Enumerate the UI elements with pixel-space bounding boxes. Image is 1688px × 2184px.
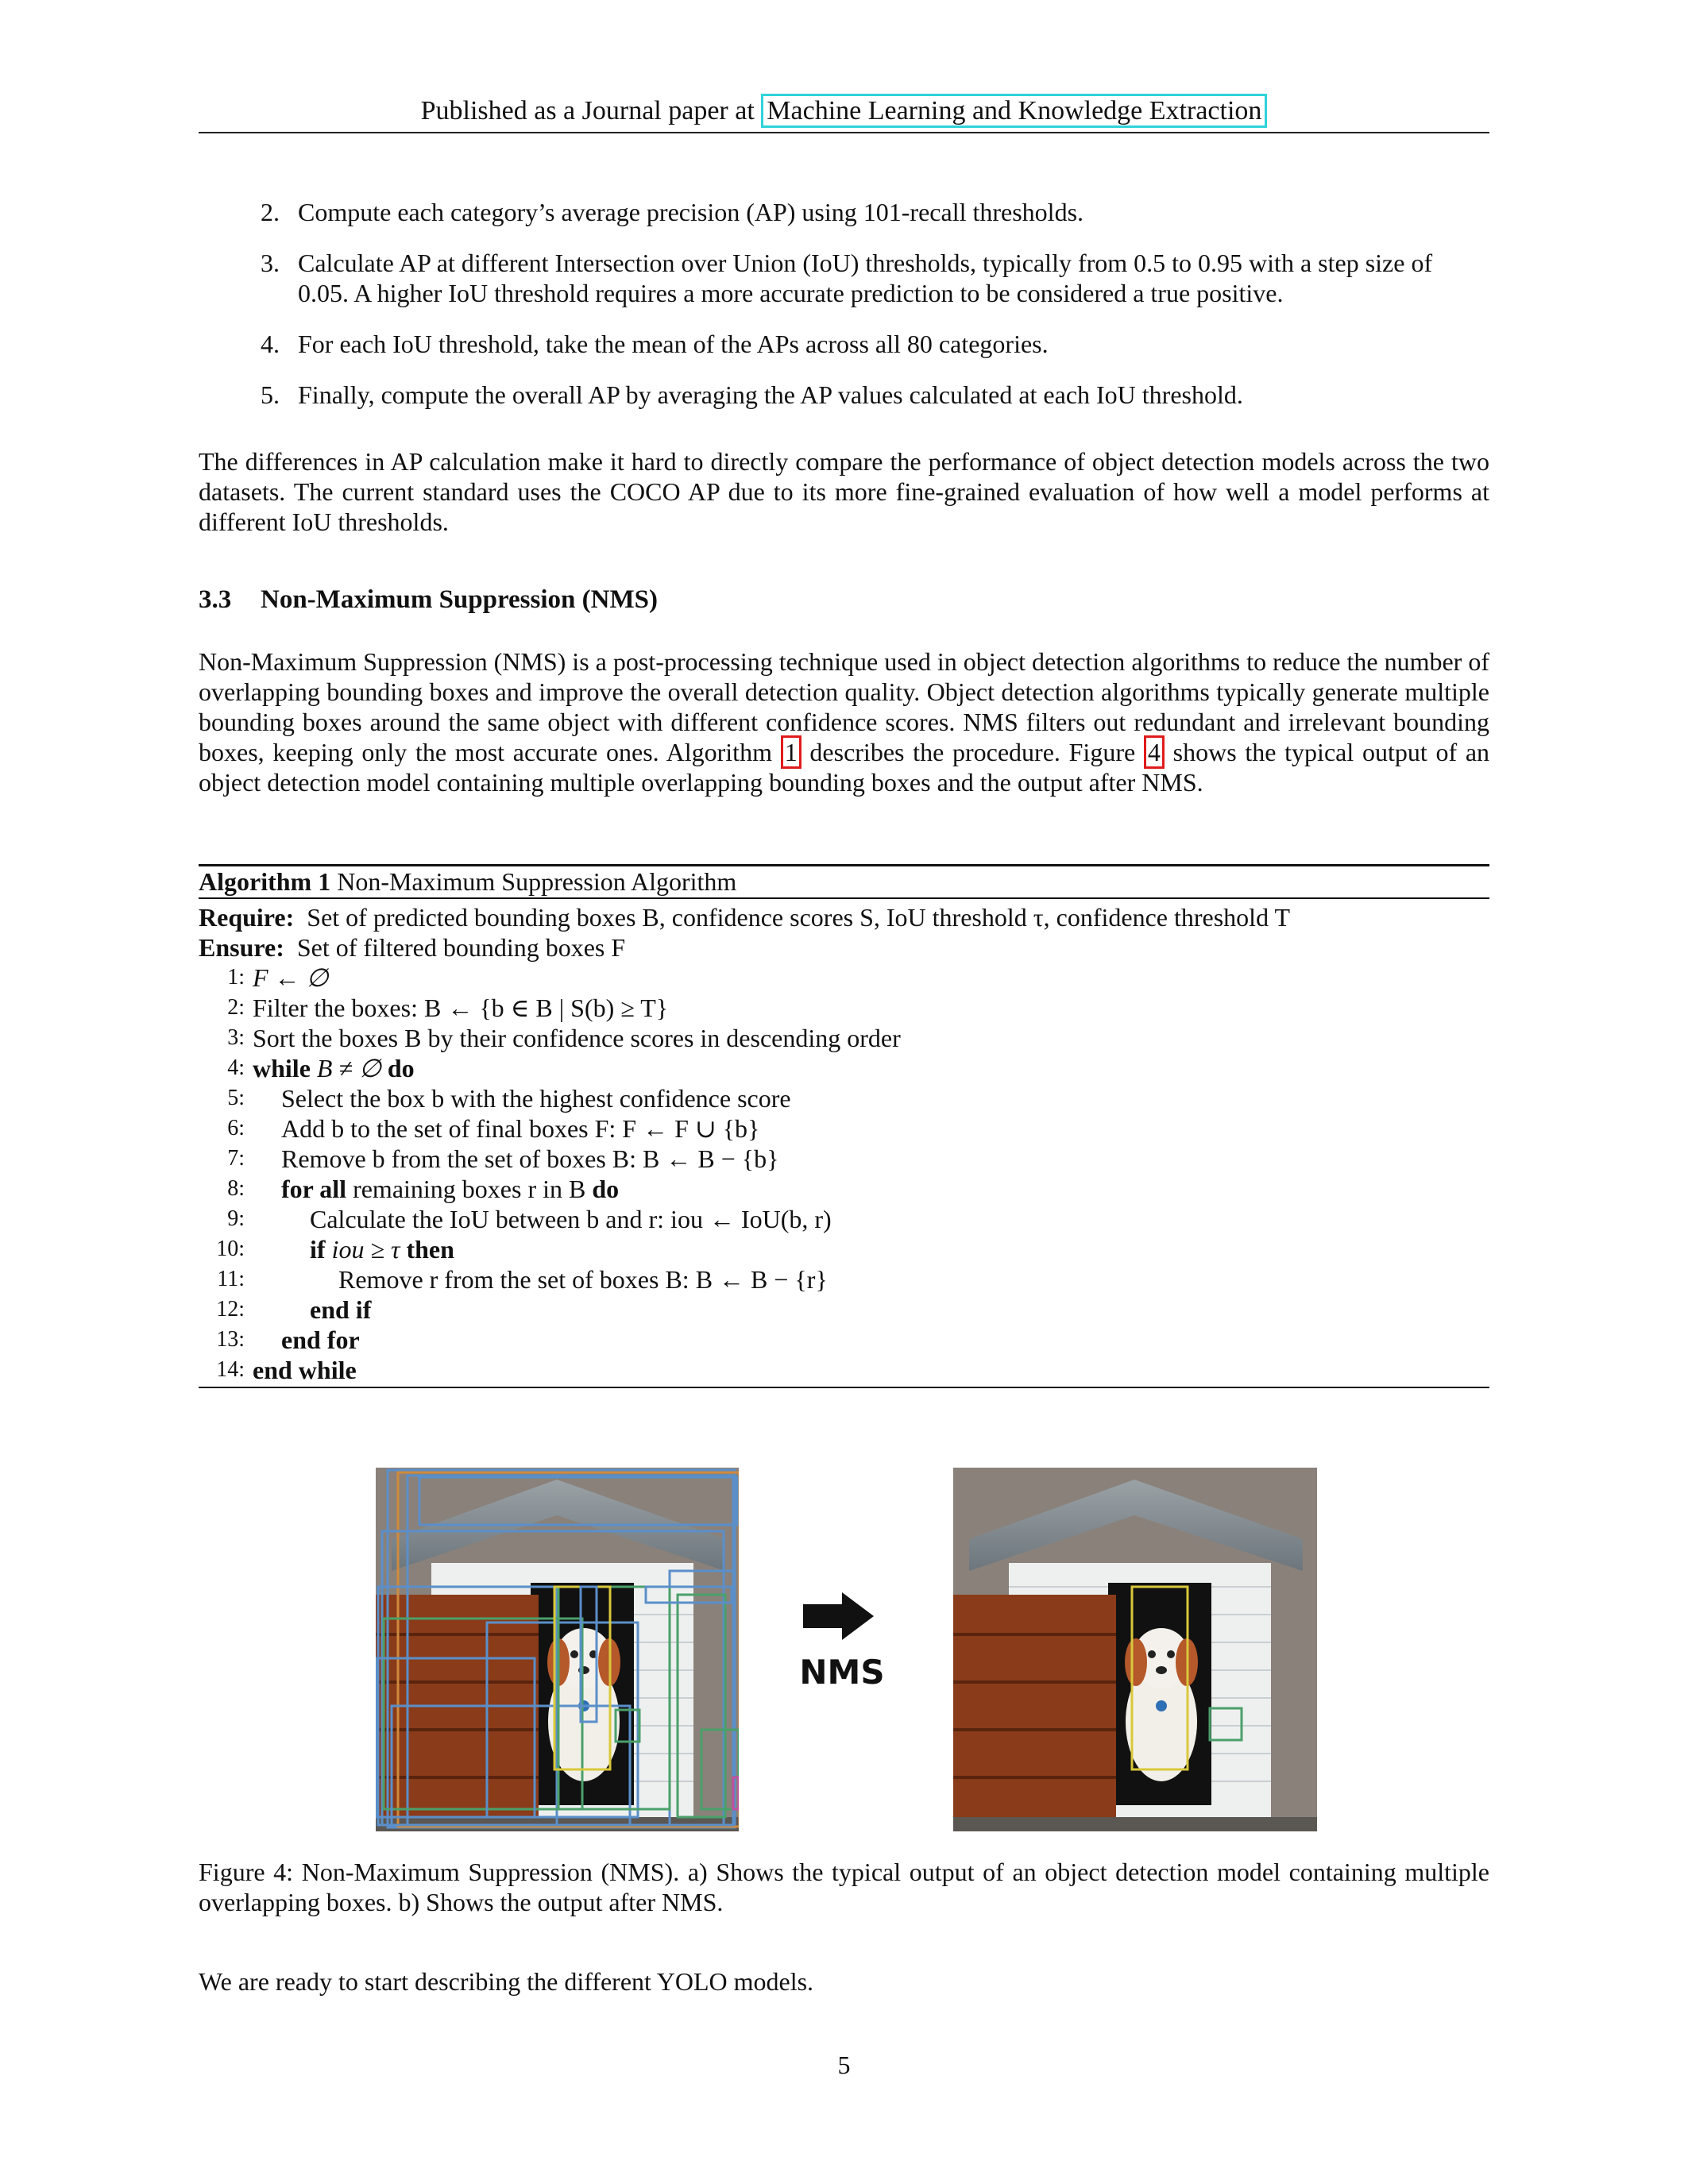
list-text: For each IoU threshold, take the mean of the APs across all 80 categories. (298, 330, 1049, 358)
keyword: do (387, 1054, 415, 1082)
line-text: Remove r from the set of boxes B: B ← B − {r} (338, 1265, 828, 1294)
arrow-shape (803, 1592, 874, 1640)
figure-after-nms (953, 1468, 1317, 1831)
algorithm-line (199, 1204, 1489, 1234)
keyword: end if (310, 1295, 372, 1324)
line-text: Filter the boxes: B ← {b ∈ B | S(b) ≥ T} (253, 994, 669, 1022)
line-number: 9: (227, 1206, 245, 1231)
line-number: 6: (227, 1116, 245, 1140)
paragraph-text: shows the typical output of an object detection model containing multiple overlapping bounding boxes and the output after NMS. (199, 738, 1490, 797)
list-number: 2. (261, 198, 280, 226)
line-number: 2: (227, 995, 245, 1020)
require-keyword: Require: (199, 903, 295, 932)
algorithm-line (199, 1234, 1489, 1264)
algorithm-line (199, 963, 1489, 993)
line-text: remaining boxes r in B (353, 1175, 586, 1203)
line-number: 11: (217, 1267, 245, 1291)
section-title: Non-Maximum Suppression (NMS) (261, 585, 658, 614)
paragraph-text: describes the procedure. Figure (809, 738, 1136, 766)
algorithm-reference-link[interactable]: 1 (781, 735, 802, 769)
algorithm-line (199, 1264, 1489, 1295)
paragraph-text: Non-Maximum Suppression (NMS) is a post-processing technique used in object detection algorithms to reduce the number of overlapping bounding boxes and improve the overall detection quality. Object detection algorithms typically generate multiple bounding boxes around the same object with different confidence scores. NMS filters out redundant and irrelevant bounding boxes, keeping only the most accurate ones. Algorithm (199, 647, 1489, 766)
header-prefix: Published as a Journal paper at (420, 96, 755, 125)
paragraph-closing: We are ready to start describing the different YOLO models. (199, 1967, 814, 1996)
section-heading (199, 585, 658, 615)
line-number: 14: (216, 1357, 245, 1382)
algorithm-require (199, 902, 1489, 932)
paragraph-ap-comparison: The differences in AP calculation make it hard to directly compare the performance of object detection models across the two datasets. The current standard uses the COCO AP due to its more fine-grained evaluation of how well a model performs at different IoU thresholds. (199, 447, 1489, 536)
ground (953, 1817, 1317, 1831)
line-number: 3: (227, 1025, 245, 1050)
line-number: 4: (227, 1055, 245, 1080)
section-number: 3.3 (199, 585, 232, 614)
algorithm-box (199, 864, 1489, 1388)
figure-reference-link[interactable]: 4 (1144, 735, 1165, 769)
algorithm-line (199, 1023, 1489, 1053)
keyword: while (253, 1054, 311, 1082)
algorithm-line (199, 1113, 1489, 1144)
line-text: B ≠ ∅ (316, 1054, 381, 1082)
algorithm-line (199, 1144, 1489, 1174)
running-header (199, 89, 1489, 133)
algorithm-line (199, 1053, 1489, 1083)
page-number: 5 (837, 2051, 851, 2079)
paragraph-nms (199, 646, 1489, 797)
require-text: Set of predicted bounding boxes B, confidence scores S, IoU threshold τ, confidence threshold T (307, 903, 1291, 932)
ensure-text: Set of filtered bounding boxes F (296, 933, 626, 962)
list-item (199, 380, 1489, 410)
figure-caption: Figure 4: Non-Maximum Suppression (NMS). a) Shows the typical output of an object detection model containing multiple overlapping boxes. b) Shows the output after NMS. (199, 1858, 1489, 1916)
algorithm-line (199, 1174, 1489, 1204)
algorithm-title-text: Non-Maximum Suppression Algorithm (337, 867, 737, 896)
line-text: Calculate the IoU between b and r: iou ← IoU(b, r) (310, 1205, 832, 1233)
algorithm-title (199, 866, 1489, 899)
list-number: 4. (261, 330, 280, 358)
line-number: 1: (227, 965, 245, 990)
venue-link[interactable]: Machine Learning and Knowledge Extraction (761, 94, 1267, 128)
line-text: Remove b from the set of boxes B: B ← B − {b} (281, 1144, 779, 1173)
list-text: Compute each category’s average precision (AP) using 101-recall thresholds. (298, 198, 1084, 226)
list-item (199, 329, 1489, 359)
figure-before-nms (376, 1468, 739, 1831)
keyword: then (406, 1235, 454, 1264)
open-door (953, 1595, 1116, 1821)
keyword: do (592, 1175, 620, 1203)
ensure-keyword: Ensure: (199, 933, 284, 962)
line-number: 10: (216, 1237, 245, 1261)
line-text: Sort the boxes B by their confidence scores in descending order (253, 1024, 901, 1052)
line-number: 12: (216, 1297, 245, 1322)
algorithm-line (199, 1355, 1489, 1385)
algorithm-line (199, 1325, 1489, 1355)
line-text: Select the box b with the highest confidence score (281, 1084, 791, 1113)
line-number: 13: (216, 1327, 245, 1352)
line-number: 8: (227, 1176, 245, 1201)
algorithm-line (199, 1295, 1489, 1325)
list-item (199, 197, 1489, 227)
ap-steps-list (199, 197, 1489, 410)
keyword: for all (281, 1175, 347, 1203)
open-door (376, 1595, 539, 1821)
line-text: iou ≥ τ (331, 1235, 400, 1264)
algorithm-body (199, 899, 1489, 1387)
keyword: end for (281, 1325, 360, 1354)
line-text: Add b to the set of final boxes F: F ← F ∪ {b} (281, 1114, 760, 1143)
line-number: 7: (227, 1146, 245, 1171)
keyword: end while (253, 1356, 357, 1384)
nms-arrow-icon (798, 1592, 886, 1696)
list-item (199, 248, 1489, 308)
line-number: 5: (227, 1086, 245, 1110)
keyword: if (310, 1235, 326, 1264)
arrow-label: NMS (799, 1653, 885, 1692)
list-number: 5. (261, 380, 280, 409)
list-text: Calculate AP at different Intersection over Union (IoU) thresholds, typically from 0.5 to 0.95 with a step size of 0.05. A higher IoU threshold requires a more accurate prediction to be considered a true positive. (298, 249, 1433, 307)
algorithm-ensure (199, 932, 1489, 963)
list-number: 3. (261, 249, 280, 277)
algorithm-line (199, 993, 1489, 1023)
algorithm-label: Algorithm 1 (199, 867, 331, 896)
list-text: Finally, compute the overall AP by averaging the AP values calculated at each IoU threshold. (298, 380, 1243, 409)
algorithm-line (199, 1083, 1489, 1113)
line-text: F ← ∅ (253, 963, 329, 992)
